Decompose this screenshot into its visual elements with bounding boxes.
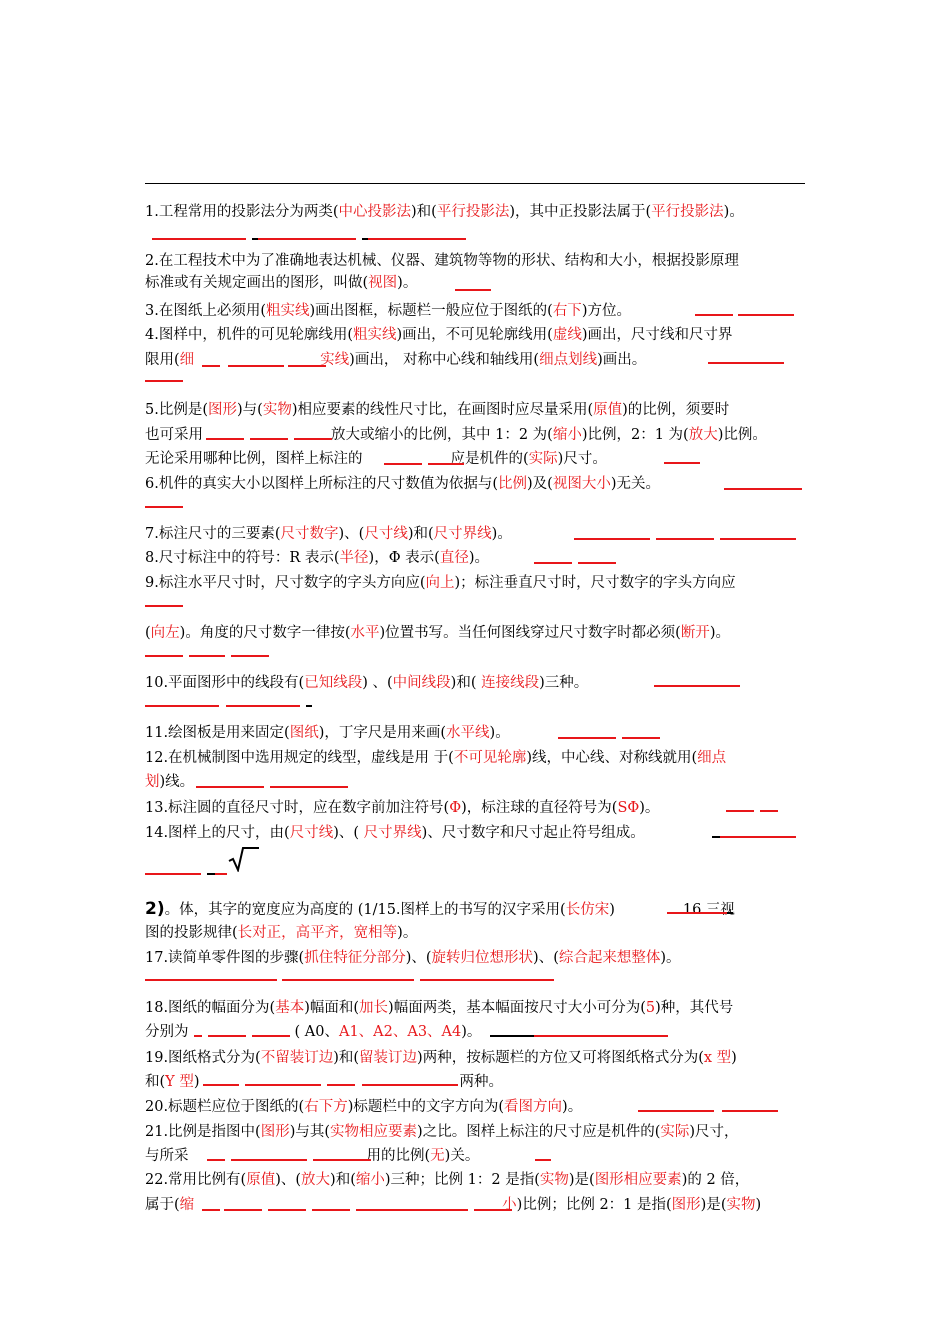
question-22-line-1: 22.常用比例有(原值)、(放大)和(缩小)三种；比例 1：2 是指(实物)是(图形相应要素)的 2 倍， xyxy=(145,1172,750,1188)
blank-underline xyxy=(203,1084,239,1086)
question-22-line-2: 属于(缩 小)比例；比例 2：1 是指(图形)是(实物) xyxy=(145,1197,762,1213)
blank-underline xyxy=(207,1159,225,1161)
blank-underline xyxy=(189,655,225,657)
blank-underline xyxy=(667,912,727,914)
blank-underline xyxy=(722,1110,778,1112)
blank-underline xyxy=(145,605,183,607)
question-2-line-2: 标准或有关规定画出的图形，叫做(视图)。 xyxy=(145,275,418,291)
blank-underline xyxy=(455,289,491,291)
blank-underline xyxy=(288,365,326,367)
question-4-line-1: 4.图样中，机件的可见轮廓线用(粗实线)画出，不可见轮廓线用(虚线)画出，尺寸线和尺寸界 xyxy=(145,327,733,343)
blank-underline xyxy=(720,538,796,540)
question-10: 10.平面图形中的线段有(已知线段) 、(中间线段)和( 连接线段)三种。 xyxy=(145,675,589,691)
blank-underline xyxy=(362,1084,458,1086)
blank-underline xyxy=(578,562,616,564)
blank-underline xyxy=(252,1035,290,1037)
blank-underline xyxy=(638,1110,714,1112)
question-18-line-1: 18.图纸的幅面分为(基本)幅面和(加长)幅面两类，基本幅面按尺寸大小可分为(5)种，其代号 xyxy=(145,1000,734,1016)
question-19-line-2: 和(Y 型) 两种。 xyxy=(145,1074,504,1090)
blank-underline xyxy=(535,1159,551,1161)
question-17: 17.读简单零件图的步骤(抓住特征分部分)、(旋转归位想形状)、(综合起来想整体)。 xyxy=(145,950,681,966)
blank-underline xyxy=(490,1035,534,1037)
question-4-line-2: 限用(细 实线)画出， 对称中心线和轴线用(细点划线)画出。 xyxy=(145,352,647,368)
question-13: 13.标注圆的直径尺寸时，应在数字前加注符号(Φ)，标注球的直径符号为(SΦ)。 xyxy=(145,800,660,816)
blank-underline xyxy=(206,438,244,440)
question-6: 6.机件的真实大小以图样上所标注的尺寸数值为依据与(比例)及(视图大小)无关。 xyxy=(145,476,660,492)
question-18-line-2: 分别为 ( A0、A1、A2、A3、A4)。 xyxy=(145,1024,482,1040)
blank-underline xyxy=(145,506,183,508)
blank-underline xyxy=(695,314,733,316)
blank-underline xyxy=(726,810,754,812)
blank-underline xyxy=(282,979,414,981)
question-1: 1.工程常用的投影法分为两类(中心投影法)和(平行投影法)，其中正投影法属于(平行投影法)。 xyxy=(145,204,744,220)
blank-underline xyxy=(727,912,733,914)
blank-underline xyxy=(208,1035,246,1037)
blank-underline xyxy=(356,1209,468,1211)
question-5-line-3: 无论采用哪种比例，图样上标注的 应是机件的(实际)尺寸。 xyxy=(145,451,607,467)
question-9-line-1: 9.标注水平尺寸时，尺寸数字的字头方向应(向上)；标注垂直尺寸时，尺寸数字的字头方向应 xyxy=(145,575,736,591)
blank-underline xyxy=(202,365,220,367)
blank-underline xyxy=(574,538,650,540)
blank-underline xyxy=(654,685,740,687)
blank-underline xyxy=(268,1209,306,1211)
question-20: 20.标题栏应位于图纸的(右下方)标题栏中的文字方向为(看图方向)。 xyxy=(145,1099,583,1115)
question-12-line-2: 划)线。 xyxy=(145,774,195,790)
blank-underline xyxy=(224,1209,262,1211)
blank-underline xyxy=(207,873,215,875)
question-5-line-2: 也可采用 放大或缩小的比例，其中 1：2 为(缩小)比例，2：1 为(放大)比例。 xyxy=(145,427,767,443)
blank-underline xyxy=(202,1209,220,1211)
question-21-line-2: 与所采 用的比例(无)关。 xyxy=(145,1148,480,1164)
blank-underline xyxy=(228,365,284,367)
blank-underline xyxy=(145,873,201,875)
blank-underline xyxy=(420,979,554,981)
question-14: 14.图样上的尺寸，由(尺寸线)、( 尺寸界线)、尺寸数字和尺寸起止符号组成。 xyxy=(145,825,645,841)
blank-underline xyxy=(428,463,464,465)
blank-underline xyxy=(152,238,246,240)
blank-underline xyxy=(738,314,794,316)
question-16: 图的投影规律(长对正，高平齐，宽相等)。 xyxy=(145,925,418,941)
blank-underline xyxy=(474,1209,512,1211)
question-19-line-1: 19.图纸格式分为(不留装订边)和(留装订边)两种，按标题栏的方位又可将图纸格式分为(x 型) xyxy=(145,1050,737,1066)
blank-underline xyxy=(306,705,312,707)
blank-underline xyxy=(534,562,572,564)
blank-underline xyxy=(258,238,356,240)
blank-underline xyxy=(712,836,720,838)
blank-underline xyxy=(368,238,466,240)
blank-underline xyxy=(313,1159,371,1161)
blank-underline xyxy=(384,463,422,465)
blank-underline xyxy=(708,362,784,364)
question-12-line-1: 12.在机械制图中选用规定的线型，虚线是用 于(不可见轮廓)线，中心线、对称线就用(细点 xyxy=(145,750,727,766)
square-root-icon xyxy=(228,846,260,872)
blank-underline xyxy=(534,1035,668,1037)
blank-underline xyxy=(622,737,660,739)
blank-underline xyxy=(215,873,227,875)
blank-underline xyxy=(145,380,183,382)
blank-underline xyxy=(294,438,332,440)
blank-underline xyxy=(270,786,348,788)
blank-underline xyxy=(760,810,778,812)
blank-underline xyxy=(312,1209,350,1211)
question-15: 2)。体，其字的宽度应为高度的 (1/15.图样上的书写的汉字采用(长仿宋) 16.三视 xyxy=(145,899,735,919)
blank-underline xyxy=(250,438,288,440)
blank-underline xyxy=(145,979,277,981)
question-7: 7.标注尺寸的三要素(尺寸数字)、(尺寸线)和(尺寸界线)。 xyxy=(145,526,512,542)
blank-underline xyxy=(720,836,796,838)
question-8: 8.尺寸标注中的符号：R 表示(半径)，Φ 表示(直径)。 xyxy=(145,550,490,566)
blank-underline xyxy=(327,1084,355,1086)
blank-underline xyxy=(145,705,219,707)
blank-underline xyxy=(724,488,802,490)
blank-underline xyxy=(226,705,300,707)
blank-underline xyxy=(231,655,269,657)
header-rule xyxy=(145,183,805,184)
blank-underline xyxy=(196,786,264,788)
blank-underline xyxy=(245,1084,321,1086)
blank-underline xyxy=(145,655,183,657)
question-21-line-1: 21.比例是指图中(图形)与其(实物相应要素)之比。图样上标注的尺寸应是机件的(实际)尺寸， xyxy=(145,1124,739,1140)
blank-underline xyxy=(231,1159,307,1161)
question-9-line-2: (向左)。角度的尺寸数字一律按(水平)位置书写。当任何图线穿过尺寸数字时都必须(断开)。 xyxy=(145,625,730,641)
question-5-line-1: 5.比例是(图形)与(实物)相应要素的线性尺寸比，在画图时应尽量采用(原值)的比例，须要时 xyxy=(145,402,730,418)
question-11: 11.绘图板是用来固定(图纸)，丁字尺是用来画(水平线)。 xyxy=(145,725,510,741)
blank-underline xyxy=(664,462,700,464)
blank-underline xyxy=(194,1035,202,1037)
blank-underline xyxy=(656,538,714,540)
question-3: 3.在图纸上必须用(粗实线)画出图框，标题栏一般应位于图纸的(右下)方位。 xyxy=(145,303,631,319)
question-2-line-1: 2.在工程技术中为了准确地表达机械、仪器、建筑物等物的形状、结构和大小，根据投影原理 xyxy=(145,253,739,269)
blank-underline xyxy=(558,737,616,739)
